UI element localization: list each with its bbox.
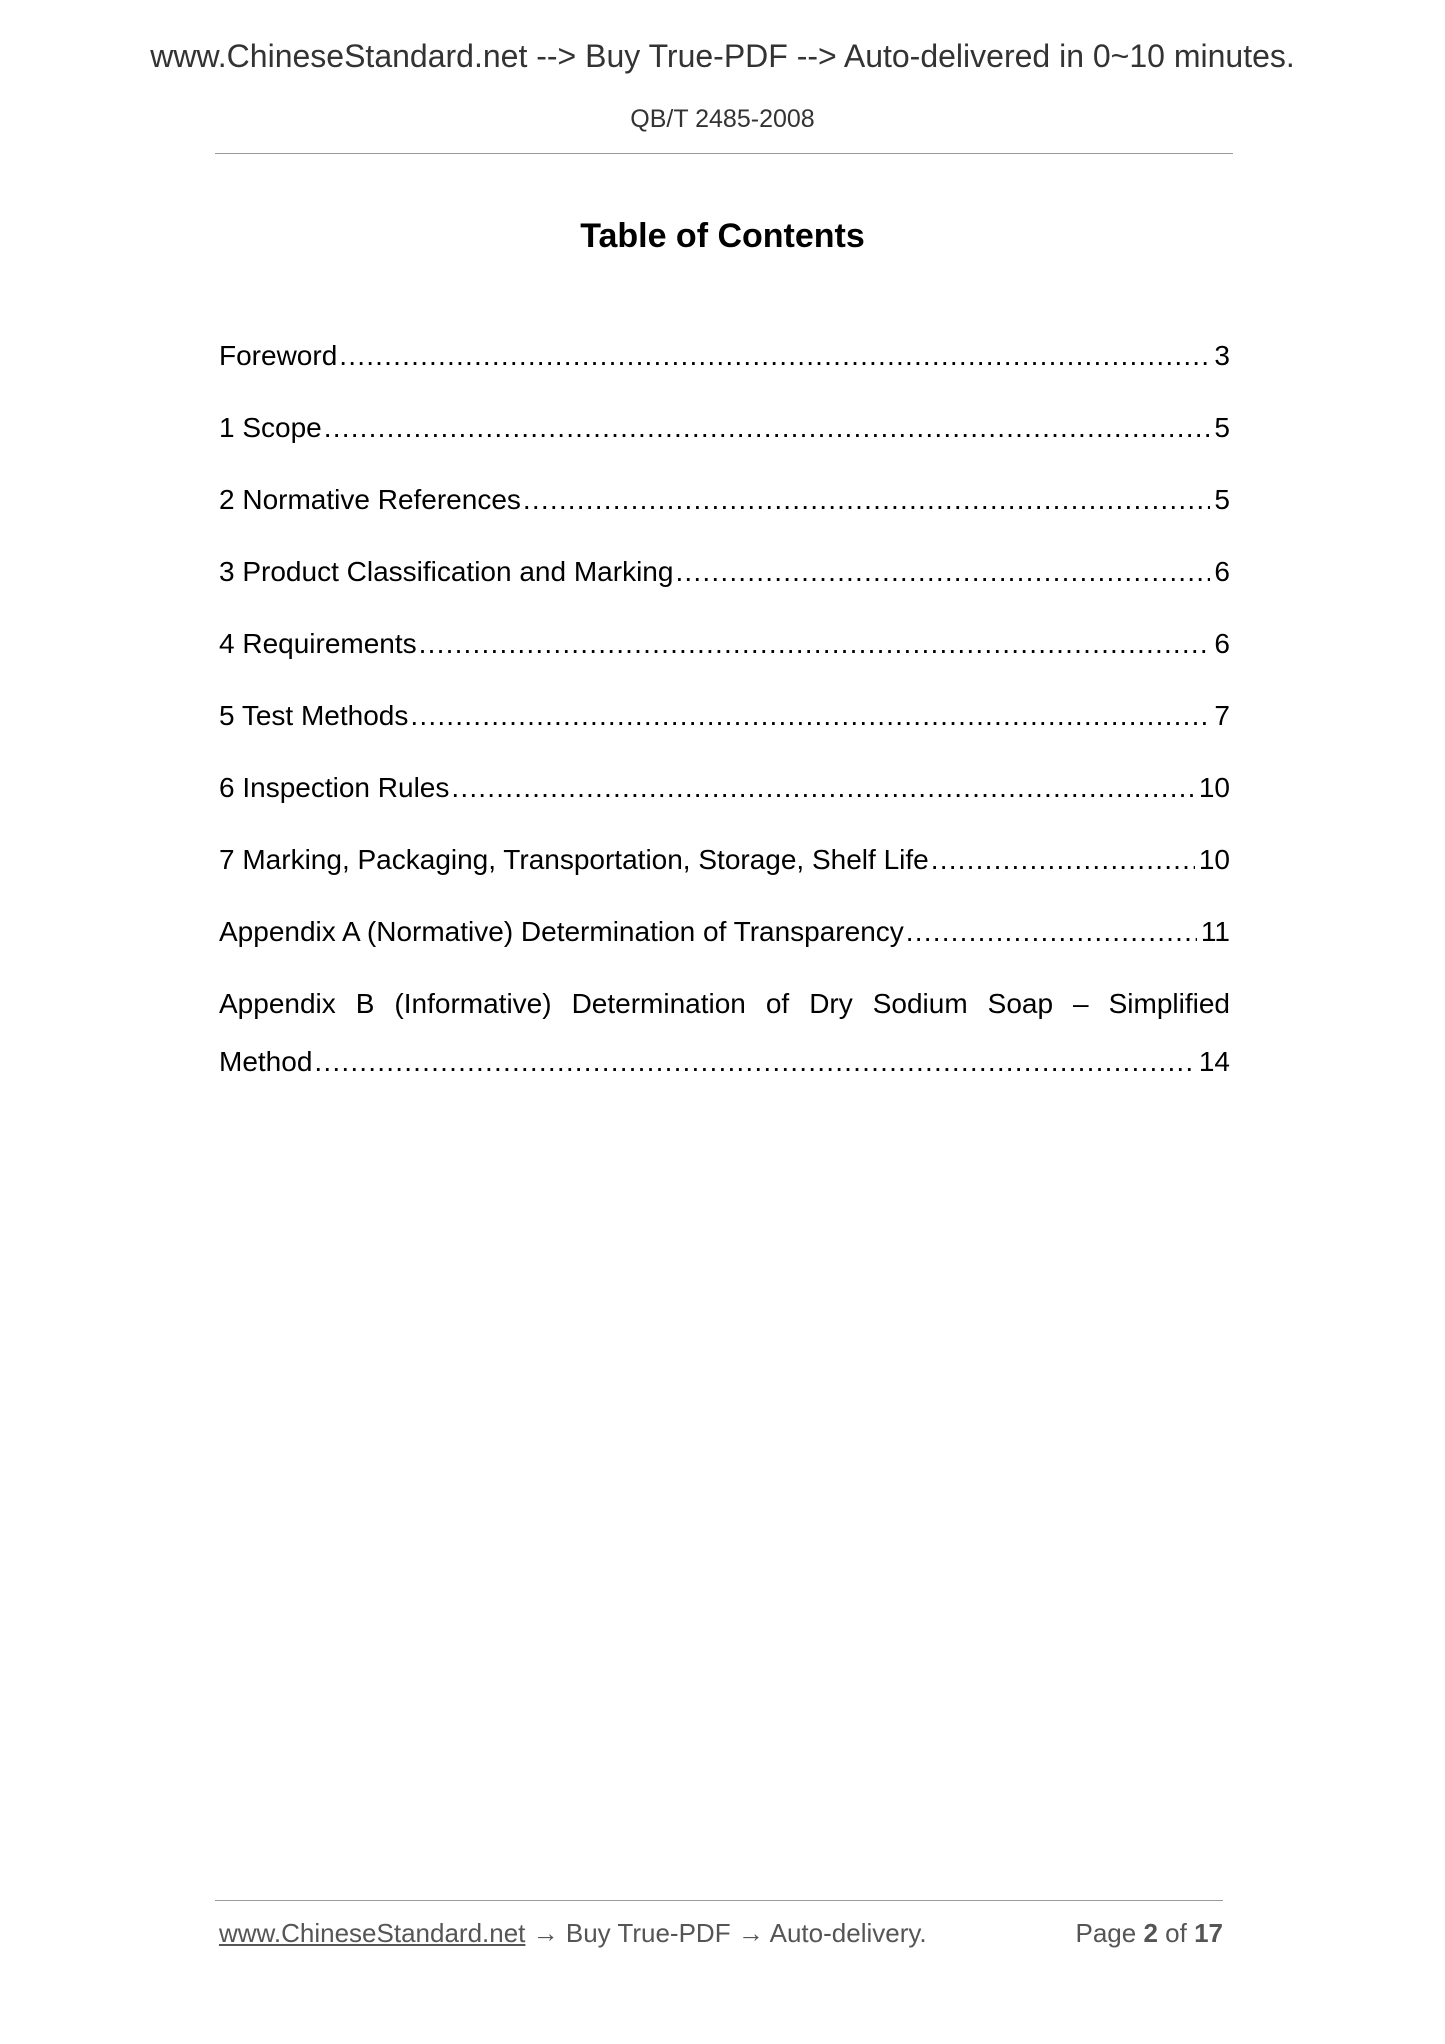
toc-page-number: 6: [1214, 556, 1230, 587]
toc-entry-inspection-rules[interactable]: [219, 767, 1230, 839]
toc-page-number: 3: [1214, 340, 1230, 371]
toc-entry-normative-references[interactable]: [219, 479, 1230, 551]
toc-entry-scope[interactable]: [219, 407, 1230, 479]
toc-page-number: 6: [1214, 628, 1230, 659]
toc-entry-label: 6 Inspection Rules: [219, 772, 450, 803]
toc-word: Dry: [809, 988, 853, 1019]
toc-entry-appendix-b[interactable]: [219, 983, 1230, 1099]
toc-page-number: 10: [1198, 844, 1230, 875]
page-total: 17: [1194, 1918, 1223, 1948]
toc-word: (Informative): [394, 988, 552, 1019]
toc-leader-dots: [451, 767, 1194, 809]
toc-entry-product-classification[interactable]: [219, 551, 1230, 623]
toc-page-number: 5: [1214, 412, 1230, 443]
toc-page-number: 5: [1214, 484, 1230, 515]
page-title: Table of Contents: [580, 217, 865, 255]
toc-entry-requirements[interactable]: [219, 623, 1230, 695]
toc-leader-dots: [314, 1041, 1194, 1083]
toc-entry-label: Appendix A (Normative) Determination of Transparency: [219, 916, 904, 947]
toc-page-number: 7: [1214, 700, 1230, 731]
toc-entry-foreword[interactable]: [219, 335, 1230, 407]
toc-leader-dots: [931, 839, 1195, 881]
toc-entry-label-line1: [219, 983, 1230, 1041]
arrow-right-icon: →: [737, 1918, 764, 1948]
toc-page-number: 11: [1200, 916, 1230, 947]
page-of-label: of: [1165, 1918, 1187, 1948]
page-label: Page: [1075, 1918, 1137, 1948]
toc-word: Soap: [987, 988, 1054, 1019]
toc-entry-appendix-a[interactable]: [219, 911, 1230, 983]
page-indicator: [1075, 1918, 1223, 1949]
toc-entry-label: Method: [219, 1046, 313, 1077]
footer-promo: [219, 1918, 927, 1949]
toc-leader-dots: [523, 479, 1211, 521]
toc-leader-dots: [419, 623, 1211, 665]
toc-leader-dots: [410, 695, 1210, 737]
footer-text-buy: Buy True-PDF: [565, 1918, 731, 1948]
toc-entry-marking-packaging[interactable]: [219, 839, 1230, 911]
toc-entry-label: 7 Marking, Packaging, Transportation, Storage, Shelf Life: [219, 844, 929, 875]
arrow-right-icon: →: [532, 1918, 559, 1948]
toc-entry-label: 1 Scope: [219, 412, 322, 443]
toc-word: –: [1073, 988, 1089, 1019]
toc-entry-test-methods[interactable]: [219, 695, 1230, 767]
toc-word: Simplified: [1108, 988, 1230, 1019]
toc-leader-dots: [324, 407, 1211, 449]
footer-divider: [215, 1900, 1223, 1901]
toc-word: Sodium: [872, 988, 968, 1019]
toc-page-number: 10: [1198, 772, 1230, 803]
toc-leader-dots: [675, 551, 1210, 593]
toc-entry-label: 5 Test Methods: [219, 700, 409, 731]
page-footer: [219, 1918, 1223, 1949]
header-divider: [215, 153, 1233, 154]
footer-text-delivery: Auto-delivery.: [769, 1918, 927, 1948]
table-of-contents: [219, 335, 1230, 1099]
toc-entry-label: 4 Requirements: [219, 628, 417, 659]
toc-page-number: 14: [1198, 1046, 1230, 1077]
toc-entry-label: 3 Product Classification and Marking: [219, 556, 674, 587]
toc-leader-dots: [906, 911, 1197, 953]
toc-word: Appendix: [219, 988, 336, 1019]
page-current: 2: [1143, 1918, 1158, 1948]
footer-site-link[interactable]: www.ChineseStandard.net: [219, 1918, 526, 1948]
toc-leader-dots: [339, 335, 1210, 377]
header-banner: www.ChineseStandard.net --> Buy True-PDF --> Auto-delivered in 0~10 minutes.: [150, 38, 1295, 74]
toc-word: of: [765, 988, 790, 1019]
document-code: QB/T 2485-2008: [630, 105, 815, 133]
toc-word: Determination: [571, 988, 746, 1019]
toc-entry-label: Foreword: [219, 340, 338, 371]
toc-entry-label-line2: [219, 1041, 1230, 1083]
toc-word: B: [355, 988, 375, 1019]
toc-entry-label: 2 Normative References: [219, 484, 521, 515]
